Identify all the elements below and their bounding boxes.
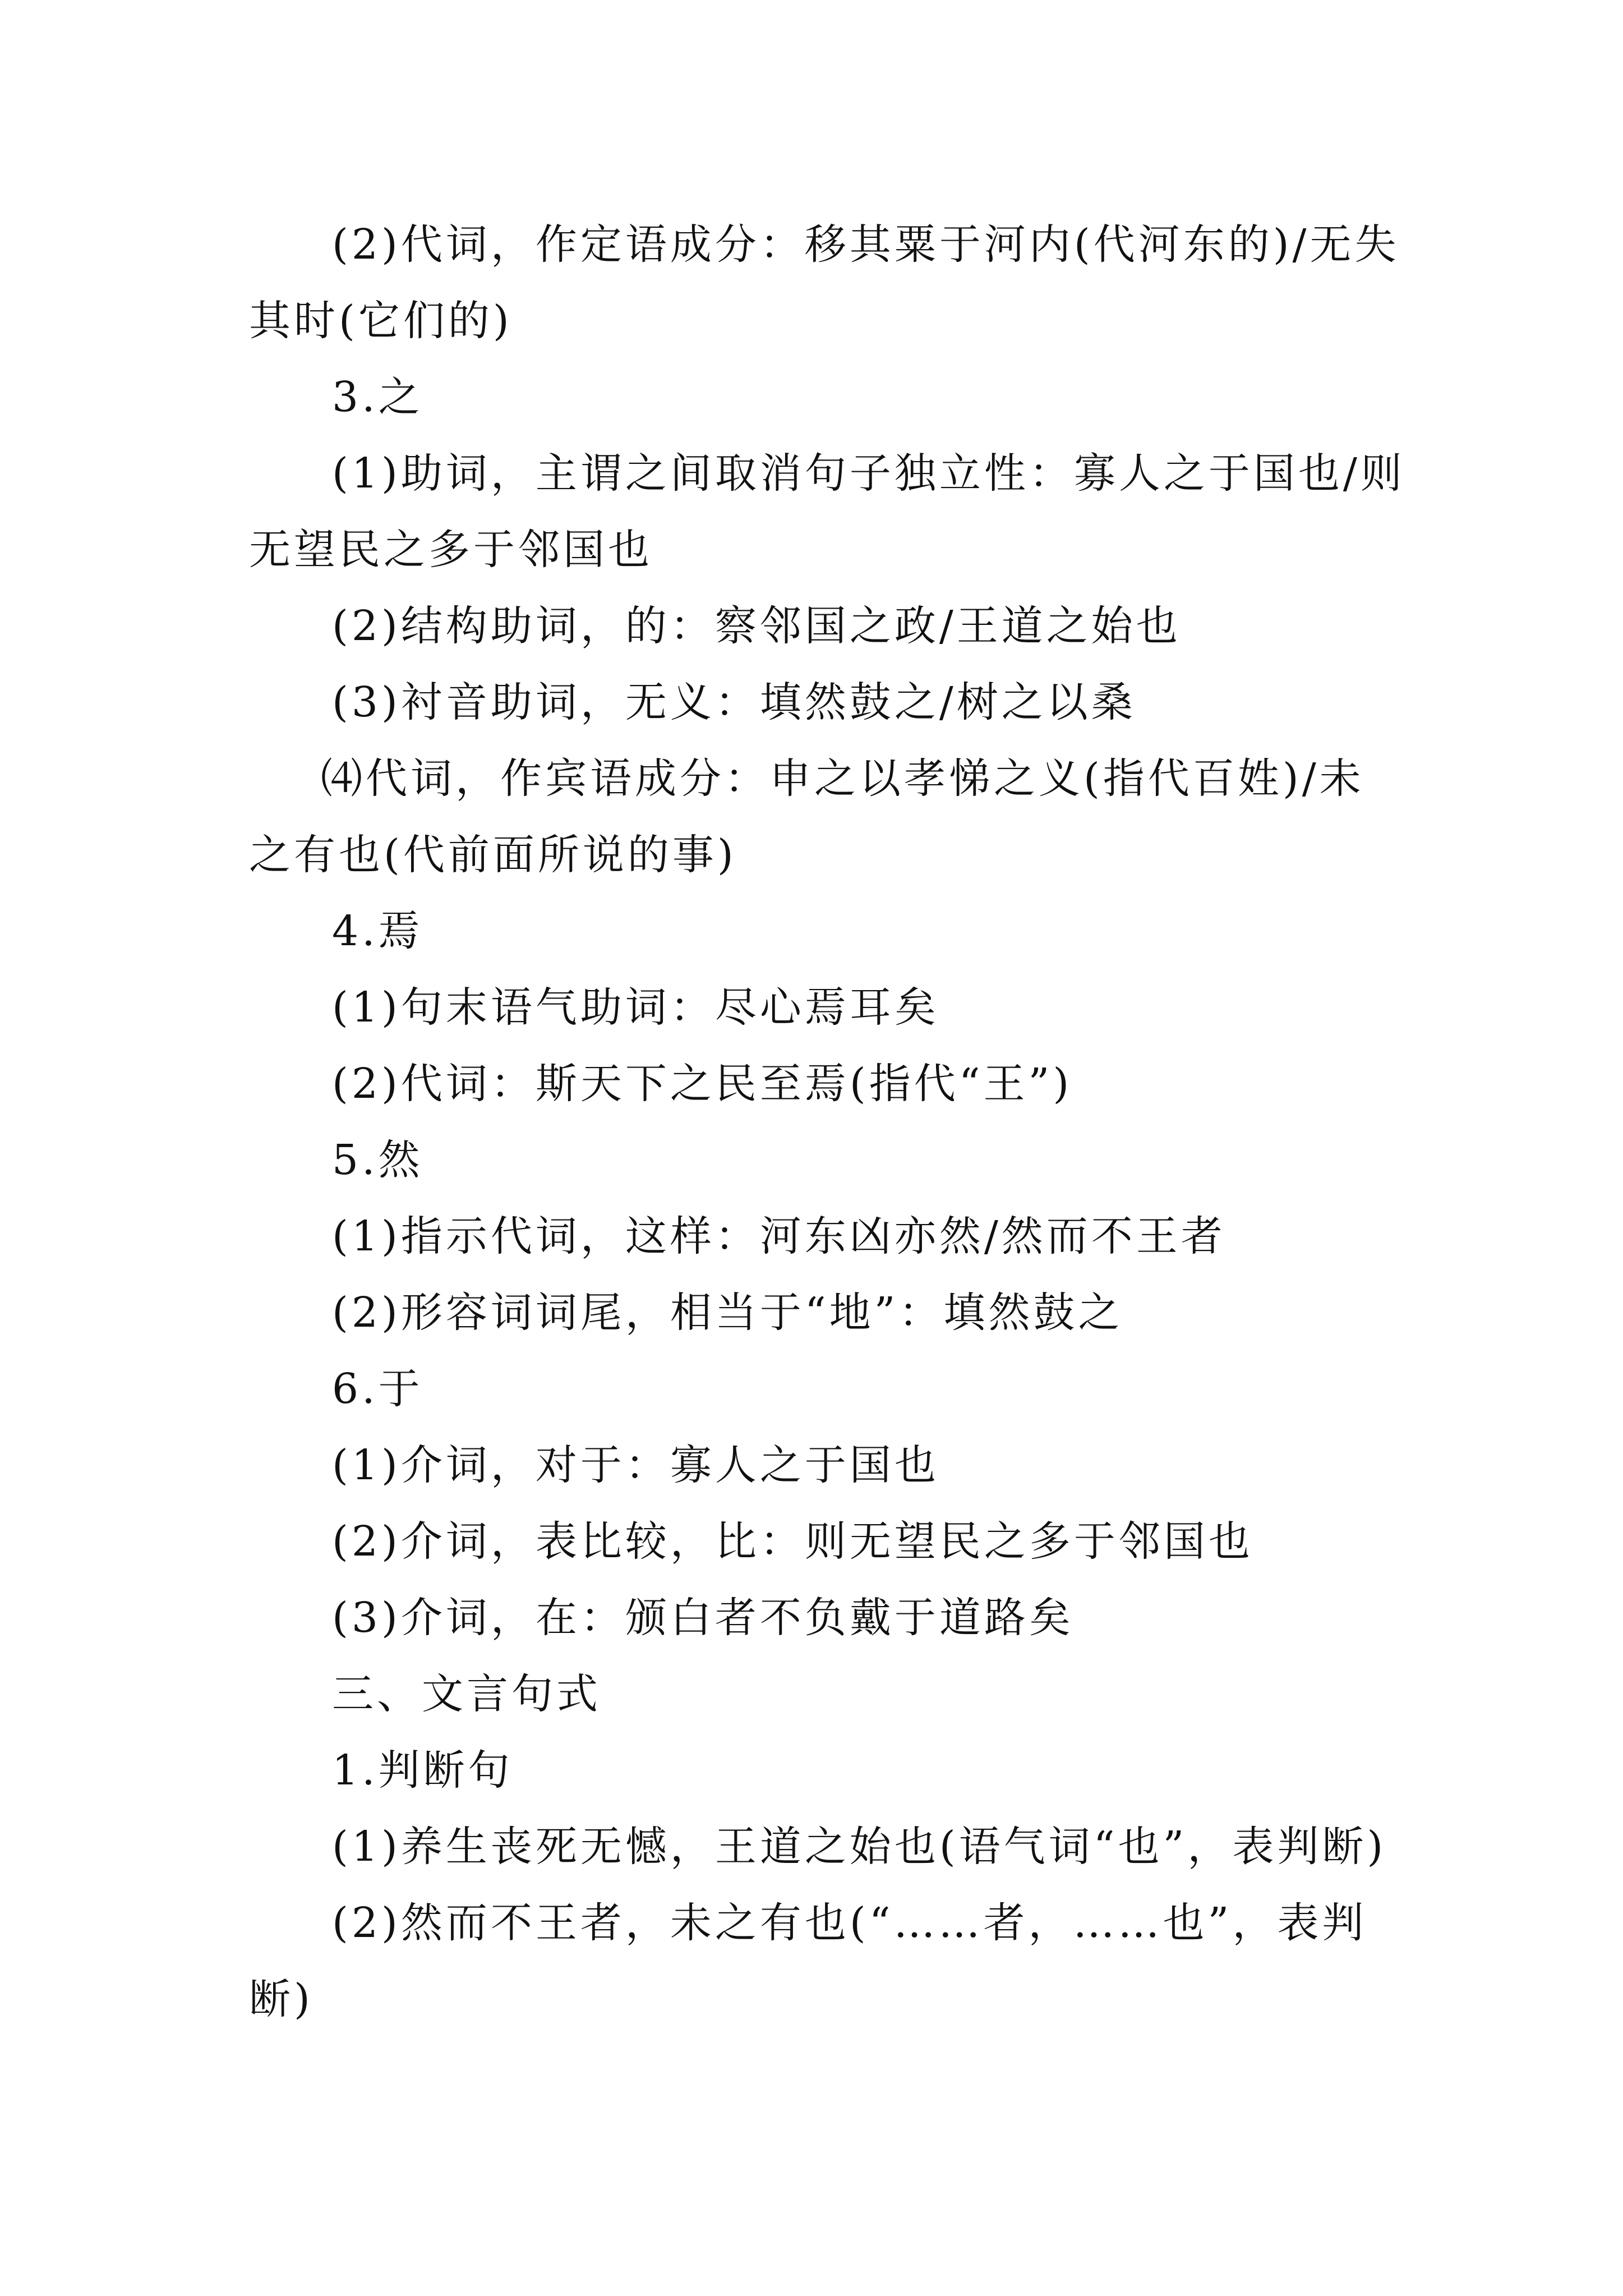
text-line: 断) [249, 1975, 313, 2023]
section-heading: 4.焉 [332, 907, 423, 955]
text-line: (1)介词，对于：寡人之于国也 [332, 1441, 939, 1489]
section-heading: 1.判断句 [332, 1746, 513, 1795]
text-line: ⑷代词，作宾语成分：申之以孝悌之义(指代百姓)/未 [321, 754, 1364, 803]
text-line: (3)衬音助词，无义：填然鼓之/树之以桑 [332, 678, 1136, 726]
section-heading: 6.于 [332, 1365, 423, 1413]
text-line: 之有也(代前面所说的事) [249, 831, 737, 879]
text-line: (1)养生丧死无憾，王道之始也(语气词“也”，表判断) [332, 1823, 1387, 1871]
text-line: (1)句末语气助词：尽心焉耳矣 [332, 983, 939, 1032]
text-line: (2)介词，表比较，比：则无望民之多于邻国也 [332, 1517, 1253, 1566]
document-body [249, 206, 1405, 2037]
text-line: (2)形容词词尾，相当于“地”：填然鼓之 [332, 1289, 1123, 1337]
text-line: (1)助词，主谓之间取消句子独立性：寡人之于国也/则 [332, 449, 1405, 498]
text-line: 其时(它们的) [249, 297, 513, 345]
section-heading: 5.然 [332, 1136, 423, 1184]
text-line: (3)介词，在：颁白者不负戴于道路矣 [332, 1594, 1074, 1642]
text-line: (1)指示代词，这样：河东凶亦然/然而不王者 [332, 1212, 1226, 1260]
text-line: 无望民之多于邻国也 [249, 526, 653, 574]
text-line: (2)代词：斯天下之民至焉(指代“王”) [332, 1060, 1073, 1108]
section-heading: 3.之 [332, 373, 423, 421]
text-line: (2)结构助词，的：察邻国之政/王道之始也 [332, 602, 1181, 650]
chapter-heading: 三、文言句式 [332, 1670, 601, 1718]
text-line: (2)然而不王者，未之有也(“……者，……也”，表判 [332, 1899, 1367, 1947]
text-line: (2)代词，作定语成分：移其粟于河内(代河东的)/无失 [332, 220, 1400, 269]
